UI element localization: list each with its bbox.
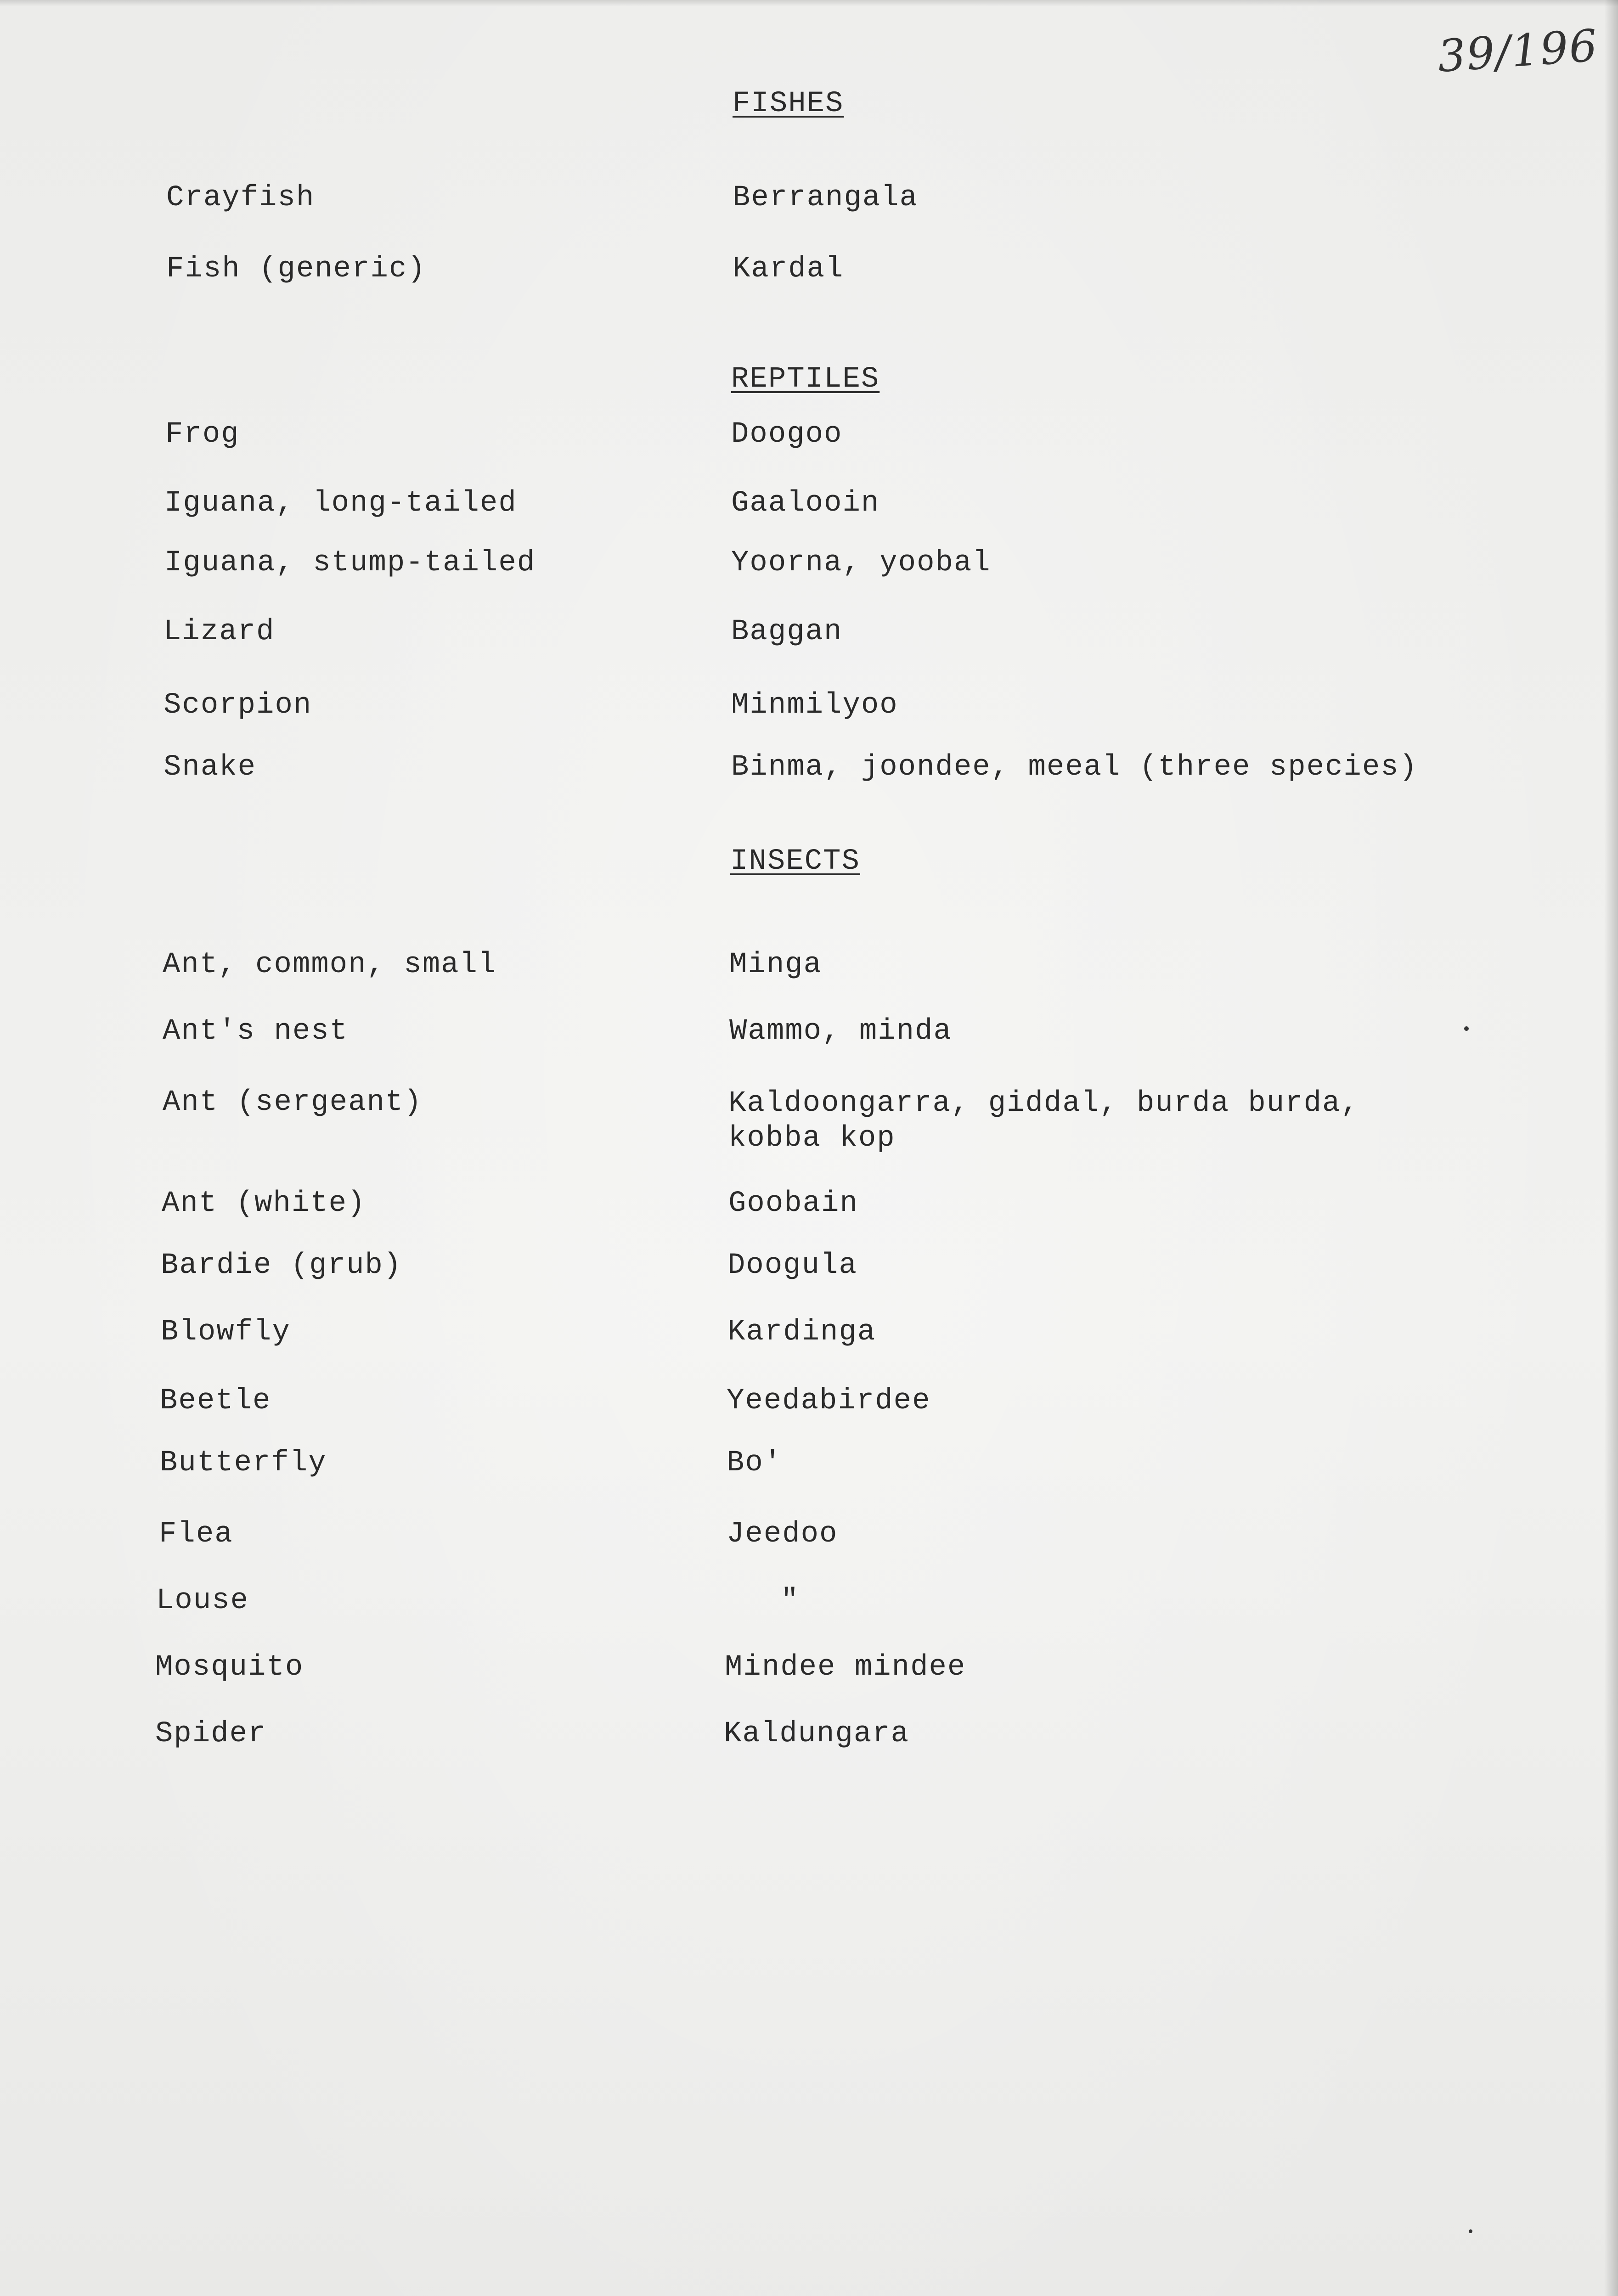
page-number: 39/196 (1436, 19, 1600, 83)
native-term: Kaldungara (724, 1717, 910, 1750)
native-term: Wammo, minda (729, 1015, 952, 1048)
native-term: Goobain (728, 1187, 858, 1220)
english-term: Mosquito (155, 1651, 304, 1684)
native-term-line-2: kobba kop (728, 1122, 896, 1155)
english-term: Iguana, stump-tailed (164, 546, 536, 580)
native-term: Kardinga (727, 1316, 876, 1349)
english-term: Spider (155, 1717, 267, 1750)
paper-speck (1469, 2229, 1472, 2233)
section-heading-reptiles: REPTILES (731, 363, 880, 396)
page-right-shadow (1604, 0, 1618, 2296)
native-term (728, 1086, 1359, 1156)
native-term: Doogula (727, 1249, 857, 1282)
english-term: Lizard (163, 615, 275, 648)
section-heading-insects: INSECTS (730, 845, 860, 878)
english-term: Snake (163, 751, 257, 784)
english-term: Iguana, long-tailed (164, 487, 517, 520)
paper-speck (1464, 1026, 1469, 1031)
english-term: Ant (sergeant) (163, 1086, 423, 1119)
native-term: Minga (729, 948, 823, 981)
native-term: Yoorna, yoobal (731, 546, 991, 580)
native-term: Minmilyoo (731, 689, 898, 722)
native-term: Bo' (727, 1446, 783, 1480)
english-term: Ant (white) (162, 1187, 366, 1220)
native-term: Jeedoo (727, 1518, 838, 1551)
english-term: Butterfly (160, 1446, 327, 1480)
native-term: Mindee mindee (725, 1651, 966, 1684)
english-term: Crayfish (166, 181, 315, 214)
native-term: Binma, joondee, meeal (three species) (731, 751, 1418, 784)
native-term-line-1: Kaldoongarra, giddal, burda burda, (728, 1087, 1359, 1120)
english-term: Frog (165, 418, 240, 451)
native-term: Gaalooin (731, 487, 880, 520)
native-term: Doogoo (731, 418, 843, 451)
english-term: Scorpion (163, 689, 312, 722)
native-term: Kardal (733, 253, 844, 286)
english-term: Ant, common, small (163, 948, 497, 981)
section-heading-fishes: FISHES (733, 87, 844, 120)
english-term: Louse (156, 1584, 249, 1617)
page-top-shadow (0, 0, 1618, 6)
native-term: Baggan (731, 615, 843, 648)
english-term: Blowfly (161, 1316, 291, 1349)
native-term: Yeedabirdee (727, 1384, 931, 1418)
english-term: Bardie (grub) (161, 1249, 402, 1282)
english-term: Beetle (160, 1384, 271, 1418)
native-term: Berrangala (733, 181, 919, 214)
english-term: Ant's nest (163, 1015, 349, 1048)
english-term: Flea (159, 1518, 233, 1551)
english-term: Fish (generic) (166, 253, 426, 286)
native-term-ditto: " (781, 1584, 800, 1617)
